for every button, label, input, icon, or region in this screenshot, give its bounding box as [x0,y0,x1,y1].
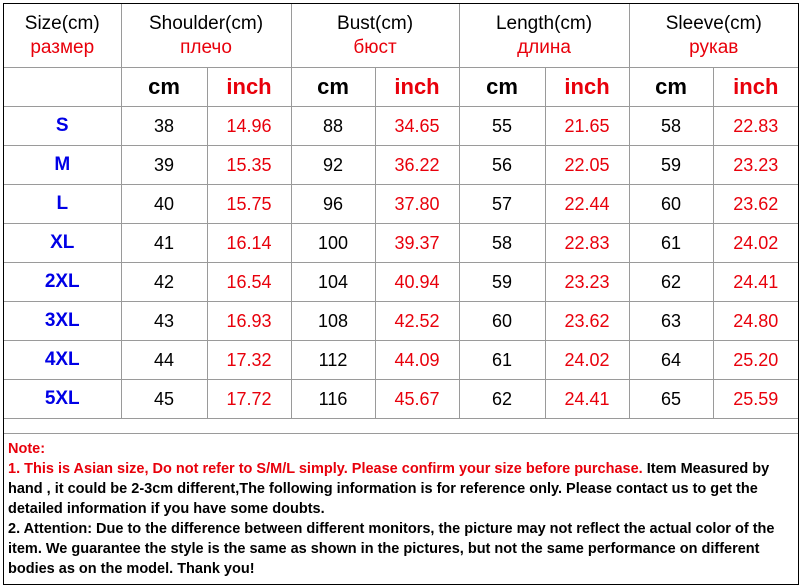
shoulder-cm-cell: 41 [121,224,207,263]
note-1-line-3: detailed information if you have some doubts. [8,501,325,517]
table-row [4,185,798,224]
shoulder-inch-cell: 17.32 [207,341,291,380]
header-bust-ru: бюст [353,36,397,58]
unit-inch-bust: inch [375,68,459,107]
size-label-cell: M [4,146,121,185]
bust-inch-cell: 44.09 [375,341,459,380]
sleeve-inch-cell: 25.20 [713,341,798,380]
size-rows [4,107,798,419]
length-inch-cell: 22.83 [545,224,629,263]
note-2-line-1: 2. Attention: Due to the difference between different monitors, the picture may not reflect the actual color of the [8,521,775,537]
note-1 [8,459,794,479]
sleeve-inch-cell: 24.41 [713,263,798,302]
unit-cm-sleeve: cm [629,68,713,107]
shoulder-inch-cell: 15.35 [207,146,291,185]
length-cm-cell: 60 [459,302,545,341]
table-row [4,302,798,341]
bust-inch-cell: 37.80 [375,185,459,224]
sleeve-inch-cell: 22.83 [713,107,798,146]
shoulder-cm-cell: 39 [121,146,207,185]
length-cm-cell: 58 [459,224,545,263]
bust-cm-cell: 112 [291,341,375,380]
sleeve-inch-cell: 24.02 [713,224,798,263]
sleeve-cm-cell: 60 [629,185,713,224]
length-inch-cell: 22.44 [545,185,629,224]
length-inch-cell: 23.23 [545,263,629,302]
shoulder-inch-cell: 15.75 [207,185,291,224]
bust-cm-cell: 100 [291,224,375,263]
unit-cm-length: cm [459,68,545,107]
unit-empty [4,68,121,107]
header-shoulder-ru: плечо [180,36,232,58]
header-length-ru: длина [517,36,571,58]
table-row [4,107,798,146]
header-size-ru: размер [30,36,95,58]
size-label-cell: L [4,185,121,224]
header-length [459,4,629,68]
table-row [4,341,798,380]
sleeve-inch-cell: 23.62 [713,185,798,224]
shoulder-inch-cell: 17.72 [207,380,291,419]
unit-inch-length: inch [545,68,629,107]
length-inch-cell: 24.02 [545,341,629,380]
length-cm-cell: 57 [459,185,545,224]
shoulder-cm-cell: 45 [121,380,207,419]
note-1-red: 1. This is Asian size, Do not refer to S/M/L simply. Please confirm your size before purchase. [8,461,643,477]
sleeve-cm-cell: 59 [629,146,713,185]
bust-cm-cell: 116 [291,380,375,419]
length-inch-cell: 21.65 [545,107,629,146]
length-cm-cell: 62 [459,380,545,419]
table-row [4,224,798,263]
bust-cm-cell: 108 [291,302,375,341]
shoulder-cm-cell: 44 [121,341,207,380]
note-title: Note: [8,441,46,457]
length-cm-cell: 56 [459,146,545,185]
shoulder-inch-cell: 16.93 [207,302,291,341]
header-size [4,4,121,68]
sleeve-cm-cell: 63 [629,302,713,341]
bust-inch-cell: 40.94 [375,263,459,302]
unit-inch-sleeve: inch [713,68,798,107]
header-size-en: Size(cm) [24,12,100,34]
bust-inch-cell: 36.22 [375,146,459,185]
bust-inch-cell: 34.65 [375,107,459,146]
length-inch-cell: 24.41 [545,380,629,419]
length-cm-cell: 61 [459,341,545,380]
shoulder-cm-cell: 43 [121,302,207,341]
bust-inch-cell: 39.37 [375,224,459,263]
header-shoulder [121,4,291,68]
shoulder-inch-cell: 16.54 [207,263,291,302]
sleeve-inch-cell: 23.23 [713,146,798,185]
shoulder-cm-cell: 40 [121,185,207,224]
header-shoulder-en: Shoulder(cm) [148,12,264,34]
sleeve-cm-cell: 65 [629,380,713,419]
shoulder-inch-cell: 16.14 [207,224,291,263]
table-row [4,263,798,302]
bust-inch-cell: 42.52 [375,302,459,341]
note-1-line-2: hand , it could be 2-3cm different,The following information is for reference only. Please contact us to get the [8,481,758,497]
shoulder-cm-cell: 38 [121,107,207,146]
bust-cm-cell: 92 [291,146,375,185]
header-sleeve-ru: рукав [689,36,739,58]
sleeve-cm-cell: 61 [629,224,713,263]
size-label-cell: 3XL [4,302,121,341]
length-inch-cell: 22.05 [545,146,629,185]
notes-block [4,433,798,584]
size-label-cell: 5XL [4,380,121,419]
bust-cm-cell: 88 [291,107,375,146]
header-bust [291,4,459,68]
note-1-black-a: Item Measured by [642,461,770,477]
bust-inch-cell: 45.67 [375,380,459,419]
size-label-cell: XL [4,224,121,263]
table-row [4,380,798,419]
header-bust-en: Bust(cm) [337,12,414,34]
size-label-cell: 4XL [4,341,121,380]
sleeve-inch-cell: 24.80 [713,302,798,341]
length-cm-cell: 59 [459,263,545,302]
header-sleeve-en: Sleeve(cm) [665,12,762,34]
sleeve-cm-cell: 64 [629,341,713,380]
table-row [4,146,798,185]
shoulder-inch-cell: 14.96 [207,107,291,146]
note-2-line-2: item. We guarantee the style is the same as shown in the pictures, but not the same performance on different [8,541,760,557]
unit-row [4,68,798,107]
length-inch-cell: 23.62 [545,302,629,341]
unit-inch-shoulder: inch [207,68,291,107]
header-row [4,4,798,68]
shoulder-cm-cell: 42 [121,263,207,302]
header-length-en: Length(cm) [495,12,593,34]
size-label-cell: S [4,107,121,146]
length-cm-cell: 55 [459,107,545,146]
header-sleeve [629,4,798,68]
unit-cm-shoulder: cm [121,68,207,107]
bust-cm-cell: 104 [291,263,375,302]
sleeve-cm-cell: 62 [629,263,713,302]
size-chart [3,3,799,585]
note-2-line-3: bodies as on the model. Thank you! [8,561,255,577]
unit-cm-bust: cm [291,68,375,107]
size-table [4,4,798,419]
bust-cm-cell: 96 [291,185,375,224]
size-label-cell: 2XL [4,263,121,302]
sleeve-inch-cell: 25.59 [713,380,798,419]
sleeve-cm-cell: 58 [629,107,713,146]
